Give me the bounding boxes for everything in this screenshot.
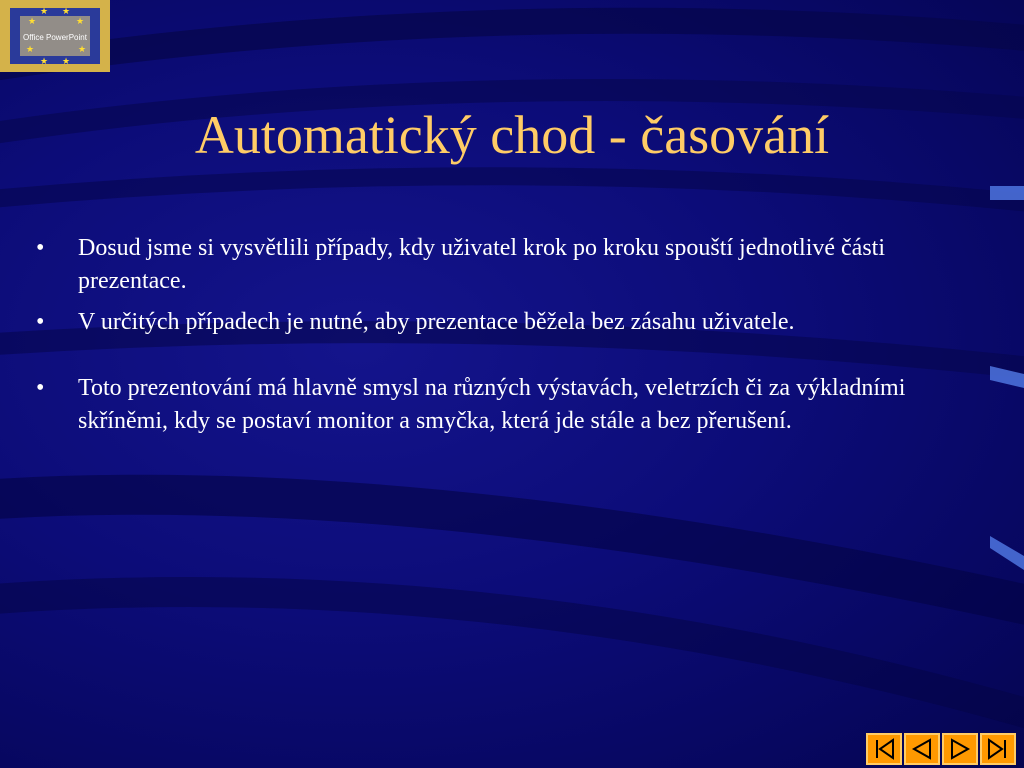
first-slide-button[interactable] (866, 733, 902, 765)
bullet-item (36, 232, 986, 298)
next-slide-icon (947, 737, 973, 761)
bullet-item (36, 372, 986, 438)
svg-text:★: ★ (40, 57, 49, 67)
next-slide-button[interactable] (942, 733, 978, 765)
bullet-item (36, 306, 986, 339)
right-edge-accent (990, 186, 1024, 200)
previous-slide-button[interactable] (904, 733, 940, 765)
slide-navigation (866, 733, 1020, 765)
bullet-text: Toto prezentování má hlavně smysl na různých výstavách, veletrzích či za výkladními skříněmi, kdy se postaví monitor a smyčka, která jde stále a bez přerušení. (78, 375, 906, 434)
bullet-list (36, 232, 986, 446)
right-edge-accent (990, 536, 1024, 570)
svg-text:★: ★ (28, 17, 37, 27)
logo-text: Office PowerPoint (23, 33, 87, 42)
svg-text:★: ★ (62, 57, 71, 67)
previous-slide-icon (909, 737, 935, 761)
bullet-text: Dosud jsme si vysvětlili případy, kdy uživatel krok po kroku spouští jednotlivé části prezentace. (78, 235, 886, 294)
eu-office-powerpoint-logo (0, 0, 110, 72)
svg-text:★: ★ (26, 45, 35, 55)
last-slide-icon (985, 737, 1011, 761)
svg-text:★: ★ (76, 17, 85, 27)
bullet-glyph: • (36, 235, 45, 261)
bullet-glyph: • (36, 309, 45, 335)
slide-title: Automatický chod - časování (194, 105, 830, 165)
bullet-glyph: • (36, 375, 45, 401)
first-slide-icon (871, 737, 897, 761)
bullet-text: V určitých případech je nutné, aby prezentace běžela bez zásahu uživatele. (78, 309, 795, 335)
last-slide-button[interactable] (980, 733, 1016, 765)
svg-text:★: ★ (40, 7, 49, 17)
svg-text:★: ★ (78, 45, 87, 55)
svg-text:★: ★ (62, 7, 71, 17)
